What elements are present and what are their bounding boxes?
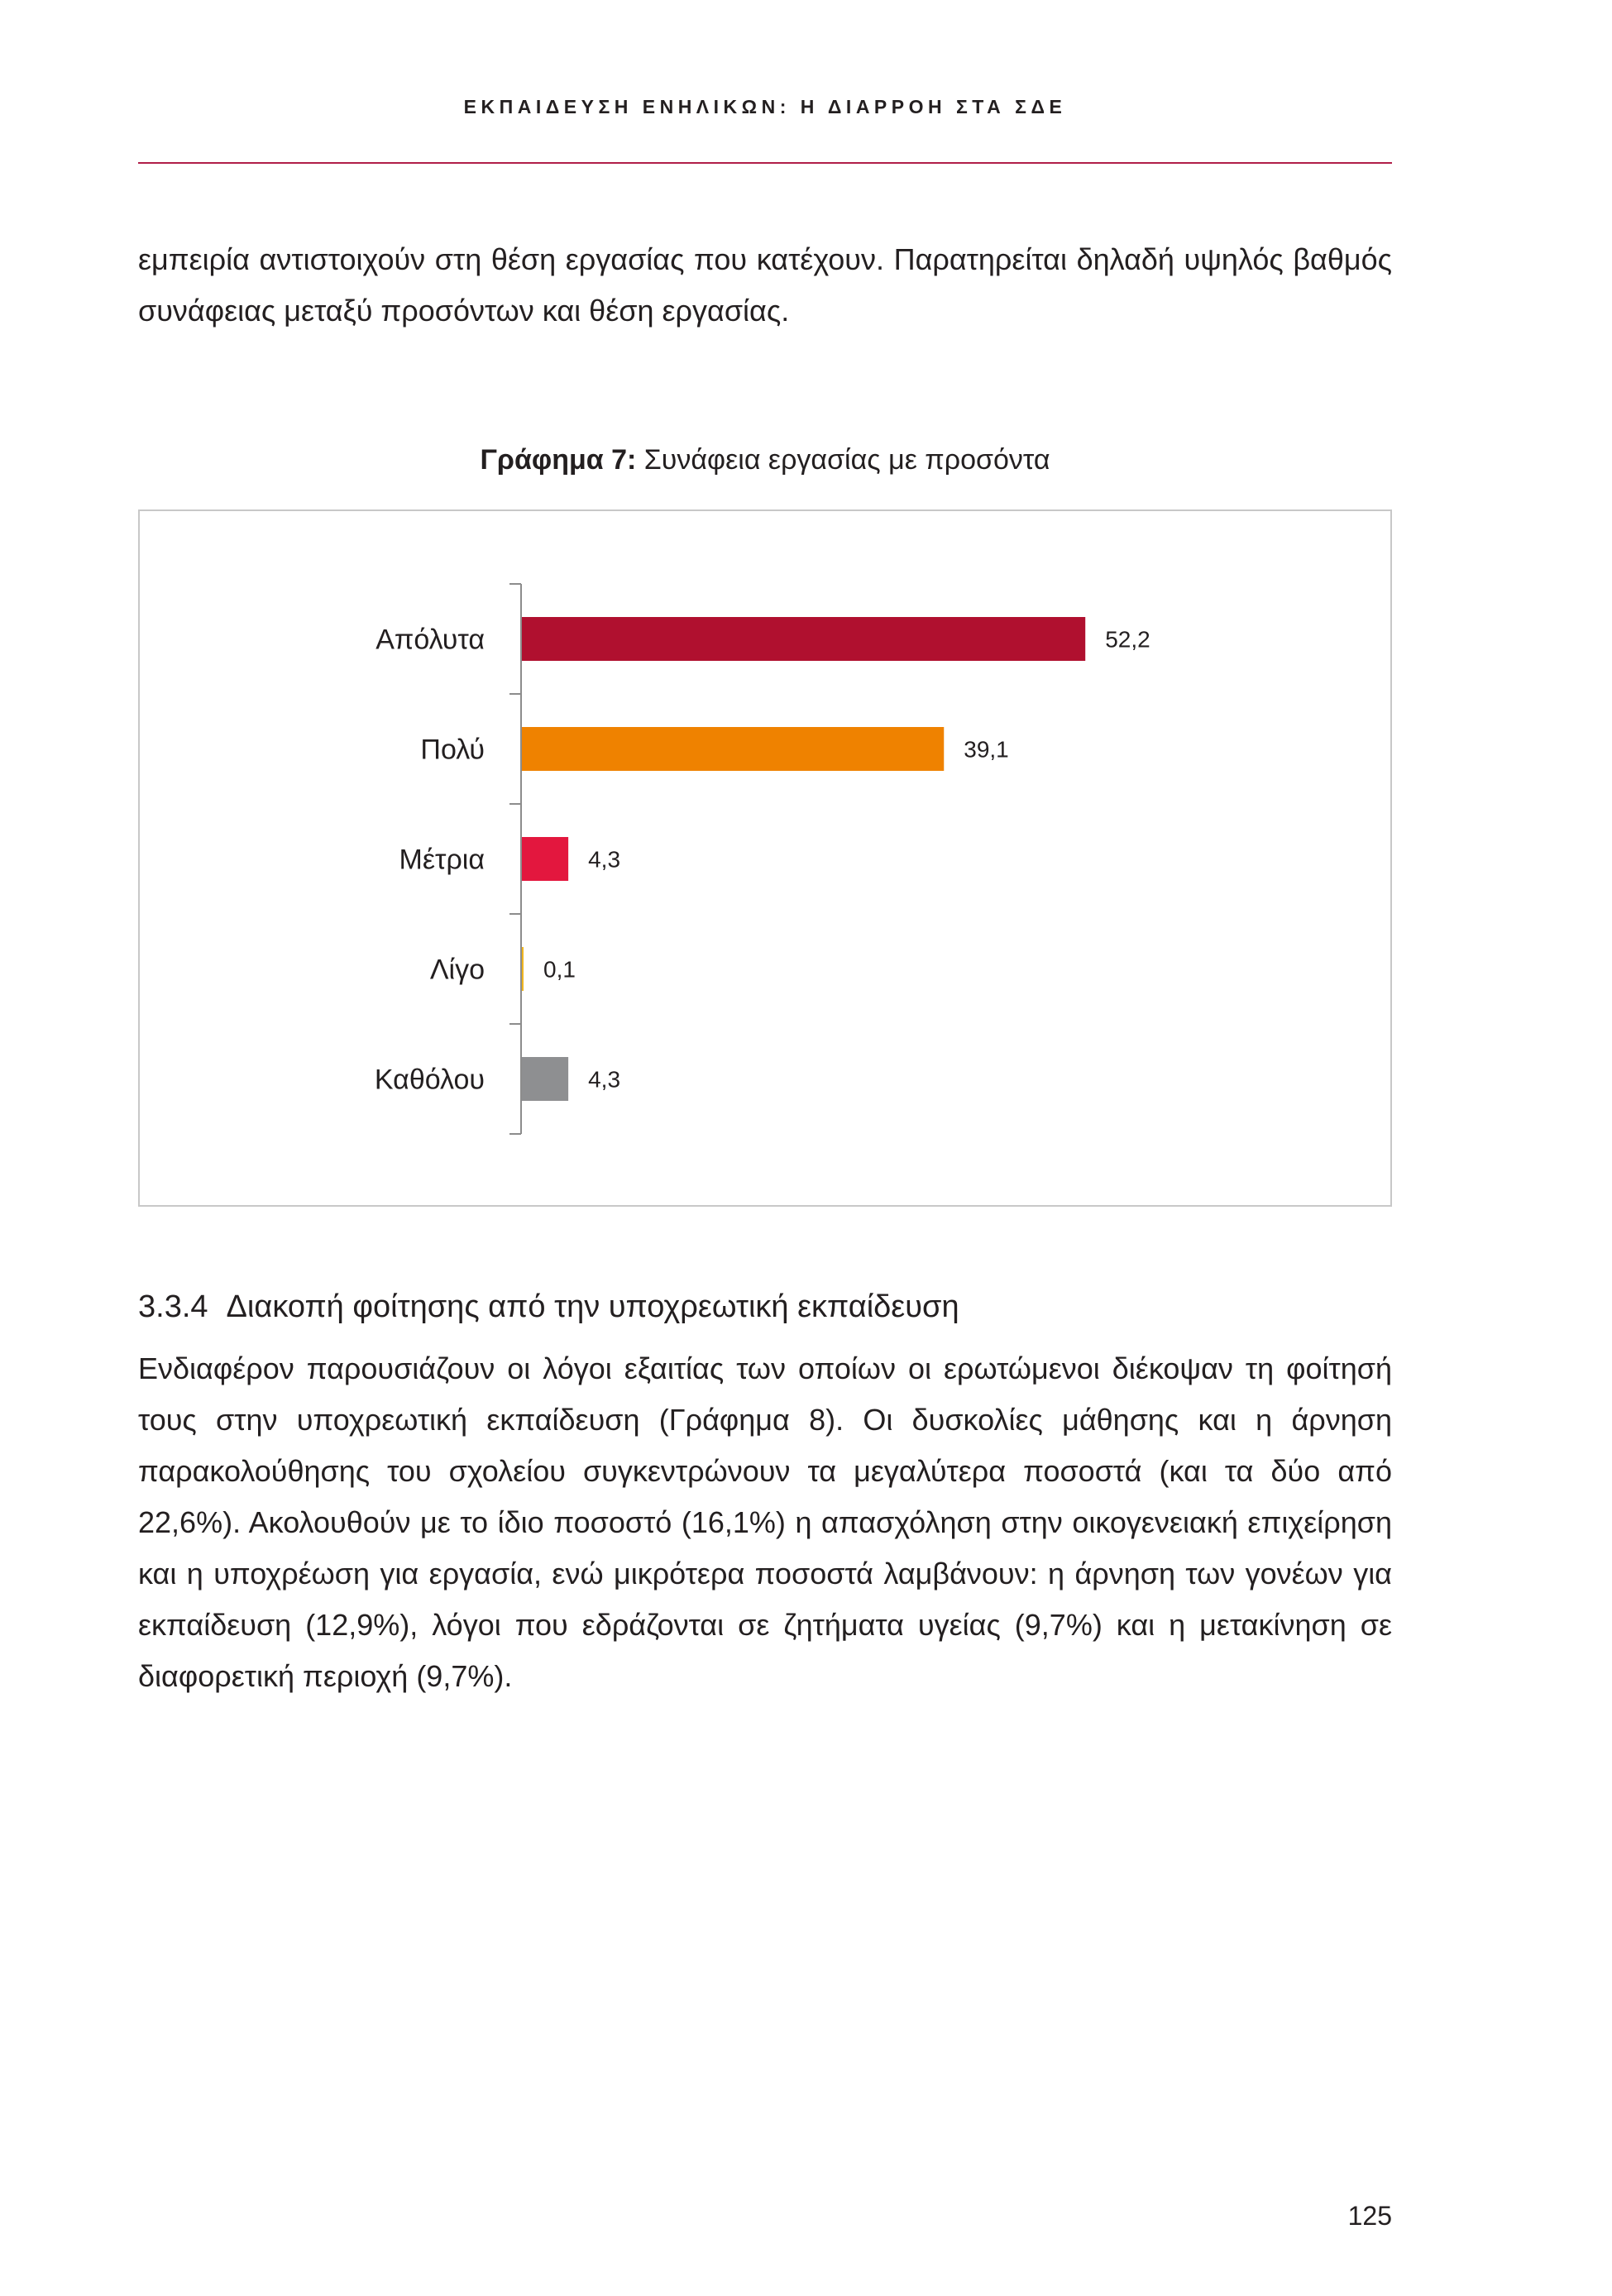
- section-heading: [138, 1285, 959, 1328]
- figure-label: Γράφημα 7:: [480, 444, 637, 476]
- bar-chart: [140, 511, 1390, 1205]
- category-label: Πολύ: [420, 734, 485, 766]
- body-paragraph: Ενδιαφέρον παρουσιάζουν οι λόγοι εξαιτίας των οποίων οι ερωτώμενοι διέκοψαν τη φοίτησή τους στην υποχρεωτική εκπαίδευση (Γράφημα 8). Οι δυσκολίες μάθησης και η άρνηση παρακολούθησης του σχολείου συγκεντρώνουν τα μεγαλύτερα ποσοστά (και τα δύο από 22,6%). Ακολουθούν με το ίδιο ποσοστό (16,1%) η απασχόληση στην οικογενειακή επιχείρηση και η υποχρέωση για εργασία, ενώ μικρότερα ποσοστά λαμβάνουν: η άρνηση των γονέων για εκπαίδευση (12,9%), λόγοι που εδράζονται σε ζητήματα υγείας (9,7%) και η μετακίνηση σε διαφορετική περιοχή (9,7%).: [138, 1351, 1392, 1693]
- section-title: Διακοπή φοίτησης από την υποχρεωτική εκπαίδευση: [226, 1289, 959, 1324]
- figure-caption-text: Συνάφεια εργασίας με προσόντα: [636, 444, 1050, 476]
- data-label: 39,1: [964, 736, 1009, 763]
- running-header: ΕΚΠΑΙΔΕΥΣΗ ΕΝΗΛΙΚΩΝ: Η ΔΙΑΡΡΟΗ ΣΤΑ ΣΔΕ: [463, 96, 1067, 117]
- data-label: 4,3: [588, 1066, 621, 1093]
- bar: [522, 727, 944, 771]
- data-label: 0,1: [543, 956, 576, 983]
- header-rule: [138, 162, 1392, 164]
- category-label: Λίγο: [429, 954, 485, 986]
- intro-paragraph: εμπειρία αντιστοιχούν στη θέση εργασίας που κατέχουν. Παρατηρείται δηλαδή υψηλός βαθμός συνάφειας μεταξύ προσόντων και θέση εργασίας.: [138, 242, 1392, 328]
- bar: [522, 617, 1085, 661]
- category-label: Απόλυτα: [375, 624, 485, 656]
- data-label: 52,2: [1105, 626, 1150, 653]
- bar: [522, 947, 524, 991]
- data-label: 4,3: [588, 846, 621, 873]
- category-label: Μέτρια: [399, 844, 485, 876]
- chart-frame: [138, 509, 1392, 1207]
- section-number: 3.3.4: [138, 1289, 208, 1324]
- page-number: 125: [1347, 2201, 1392, 2231]
- category-label: Καθόλου: [374, 1064, 485, 1096]
- bar: [522, 837, 568, 881]
- bar: [522, 1057, 568, 1101]
- figure-caption: [138, 437, 1392, 483]
